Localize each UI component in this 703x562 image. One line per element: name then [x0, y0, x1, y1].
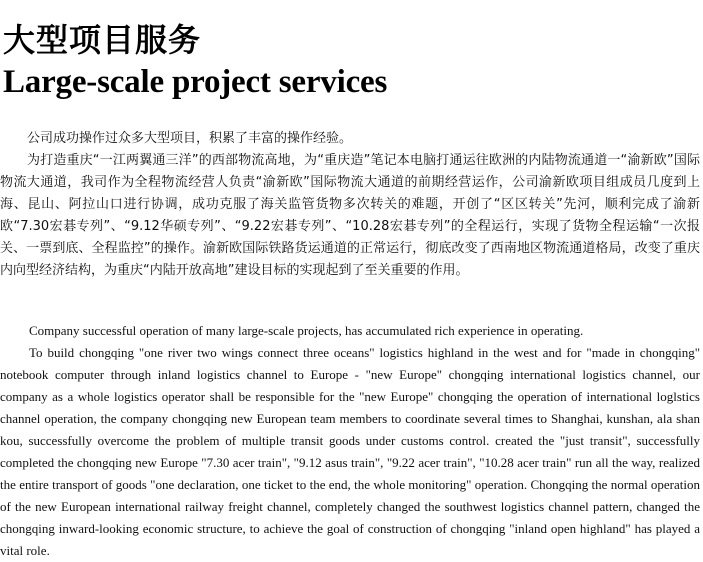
chinese-paragraph-detail: 为打造重庆“一江两翼通三洋”的西部物流高地，为“重庆造”笔记本电脑打通运往欧洲的内陆物流通道一“渝新欧”国际物流大通道，我司作为全程物流经营人负责“渝新欧”国际物流大通道的前期经营运作，公司渝新欧项目组成员几度到上海、昆山、阿拉山口进行协调，成功克服了海关监管货物多次转关的难题，开创了“区区转关”先河，顺利完成了渝新欧“7.30宏碁专列”、“9.12华硕专列”、“9.22宏碁专列”、“10.28宏碁专列”的全程运行，实现了货物全程运输“一次报关、一票到底、全程监控”的操作。渝新欧国际铁路货运通道的正常运行，彻底改变了西南地区物流通道格局，改变了重庆内向型经济结构，为重庆“内陆开放高地”建设目标的实现起到了至关重要的作用。 [0, 153, 700, 278]
chinese-body [0, 128, 700, 282]
english-title: Large-scale project services [3, 64, 388, 100]
english-paragraph-intro: Company successful operation of many large-scale projects, has accumulated rich experience in operating. [29, 323, 584, 338]
chinese-title: 大型项目服务 [3, 21, 202, 59]
english-body [0, 320, 700, 562]
chinese-paragraph-intro: 公司成功操作过众多大型项目，积累了丰富的操作经验。 [27, 131, 353, 146]
english-paragraph-detail: To build chongqing "one river two wings connect three oceans" logistics highland in the west and for "made in chongqing" notebook computer through inland logistics channel to Europe - "new Europe" chongqing international logistics channel, our company as a whole logistics operator shall be responsible for the "new Europe" chongqing the operation of international loglstics channel operation, the company chongqing new European team members to coordinate several times to Shanghai, kunshan, ala shan kou, successfully overcome the problem of multiple transit goods under customs control. created the "just transit", successfully completed the chongqing new Europe "7.30 acer train", "9.12 asus train", "9.22 acer train", "10.28 acer train" run all the way, realized the entire transport of goods "one declaration, one ticket to the end, the whole monitoring" operation. Chongqing the normal operation of the new European international railway freight channel, completely changed the southwest logistics channel pattern, changed the chongqing inward-looking economic structure, to achieve the goal of construction of chongqing "inland open highland" has played a vital role. [0, 345, 700, 558]
